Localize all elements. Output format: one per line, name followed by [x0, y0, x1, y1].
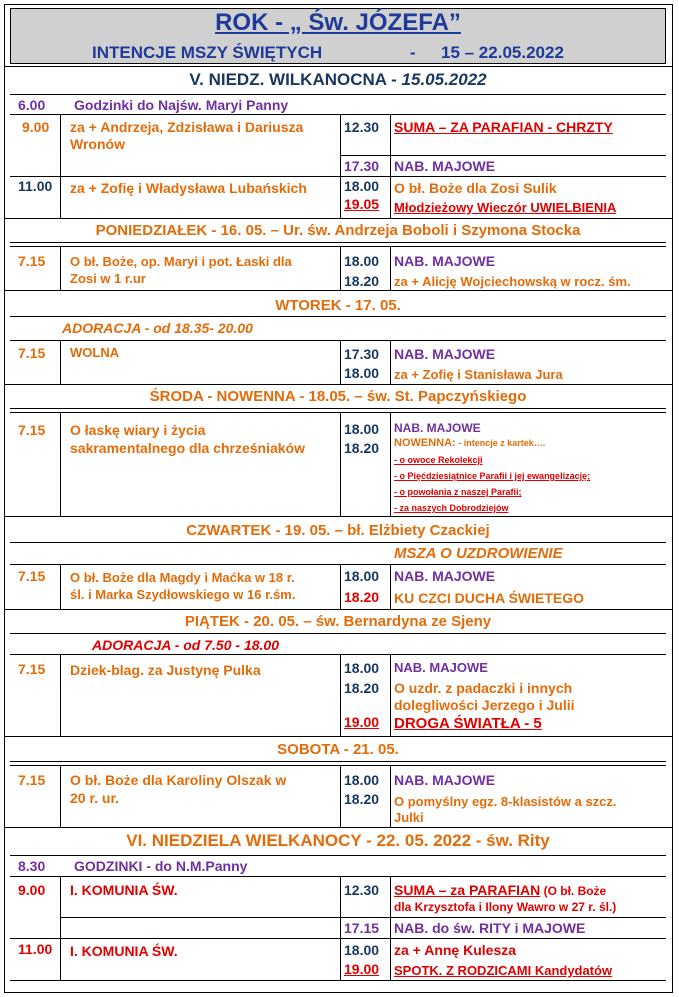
intention-text: O bł. Boże dla Zosi Sulik	[394, 180, 557, 196]
subtitle-dates: 15 – 22.05.2022	[441, 43, 564, 62]
time: 7.15	[18, 772, 46, 788]
intention-text: NAB. MAJOWE	[394, 421, 481, 435]
time: 12.30	[344, 882, 380, 898]
intention-text: NAB. MAJOWE	[394, 158, 496, 174]
time: 18.00	[344, 660, 380, 676]
intention-text: O bł. Boże, op. Maryi i pot. Łaski dla	[70, 254, 292, 269]
column-line	[390, 565, 391, 609]
novena-list-item: - o owoce Rekolekcji	[394, 455, 483, 465]
day-heading-sun2: VI. NIEDZIELA WIELKANOCY - 22. 05. 2022 - św. Rity	[126, 831, 550, 850]
column-line	[340, 766, 341, 827]
day-heading-sun1: V. NIEDZ. WILKANOCNA - 15.05.2022	[189, 70, 487, 89]
divider	[4, 384, 673, 385]
divider	[10, 340, 666, 341]
time: 18.00	[344, 253, 380, 269]
time: 18.00	[344, 568, 380, 584]
time: 19.00	[344, 714, 380, 730]
divider	[4, 66, 673, 67]
novena-line: NOWENNA: - intencje z kartek….	[394, 437, 546, 449]
divider	[10, 316, 666, 317]
intention-text: Wronów	[70, 136, 125, 152]
time: 18.00	[344, 365, 380, 381]
column-line	[390, 413, 391, 516]
divider	[10, 94, 666, 95]
intention-text: Zosi w 1 r.ur	[70, 271, 146, 286]
column-line	[390, 766, 391, 827]
time: 18.00	[344, 178, 380, 194]
time: 7.15	[18, 345, 46, 361]
novena-list-item: - o Pięćdziesiątnice Parafii i jej ewangelizację;	[394, 471, 591, 481]
column-line	[390, 655, 391, 736]
time: 17.15	[344, 920, 380, 936]
time: 7.15	[18, 422, 46, 438]
adoracja-note: ADORACJA - od 7.50 - 18.00	[92, 637, 279, 653]
intention-text: za + Zofię i Władysława Lubańskich	[70, 180, 307, 196]
intention-text: O bł. Boże dla Magdy i Maćka w 18 r.	[70, 570, 295, 585]
column-line	[60, 877, 61, 980]
day-heading-tue: WTOREK - 17. 05.	[275, 297, 401, 314]
novena-list-item: - za naszych Dobrodziejów	[394, 503, 509, 513]
divider	[10, 114, 666, 115]
column-line	[340, 341, 341, 384]
divider	[10, 761, 666, 762]
page-title: ROK - „ Św. JÓZEFA”	[215, 9, 461, 36]
time: 11.00	[18, 941, 53, 957]
divider	[4, 218, 673, 219]
intention-text: SPOTK. Z RODZICAMI Kandydatów	[394, 963, 613, 978]
intention-text: NAB. MAJOWE	[394, 253, 496, 269]
time: 6.00	[18, 97, 46, 113]
time: 11.00	[18, 178, 53, 194]
time: 8.30	[18, 858, 46, 874]
divider	[10, 242, 666, 243]
day-heading-fri: PIĄTEK - 20. 05. – św. Bernardyna ze Sjeny	[184, 613, 492, 630]
divider	[4, 516, 673, 517]
intention-text: NAB. MAJOWE	[394, 346, 496, 362]
divider	[10, 176, 666, 177]
divider	[10, 564, 666, 565]
column-line	[60, 115, 61, 218]
time: 17.30	[344, 346, 380, 362]
divider	[10, 408, 666, 409]
column-line	[340, 115, 341, 218]
time: 18.00	[344, 772, 380, 788]
time: 18.20	[344, 273, 380, 289]
divider	[10, 876, 666, 877]
time: 18.00	[344, 421, 380, 437]
divider	[10, 246, 666, 247]
intention-text: O uzdr. z padaczki i innych	[394, 680, 573, 696]
intention-text: śl. i Marka Szydłowskiego w 16 r.śm.	[70, 587, 296, 602]
intention-text: za + Andrzeja, Zdzisława i Dariusza	[70, 119, 304, 135]
intention-text: Młodzieżowy Wieczór UWIELBIENIA	[394, 200, 617, 215]
divider	[4, 290, 673, 291]
time: 7.15	[18, 568, 46, 584]
divider	[10, 654, 666, 655]
time: 7.15	[18, 253, 46, 269]
divider	[10, 412, 666, 413]
intention-text: 20 r. ur.	[70, 790, 120, 806]
day-heading-wed: ŚRODA - NOWENNA - 18.05. – św. St. Papczyńskiego	[149, 388, 527, 405]
intention-text: O bł. Boże dla Karoliny Olszak w	[70, 772, 287, 788]
subtitle-dash: -	[410, 43, 416, 62]
adoracja-note: ADORACJA - od 18.35- 20.00	[62, 320, 253, 336]
column-line	[340, 247, 341, 290]
intention-text: SUMA – za PARAFIAN (O bł. Boże	[394, 882, 607, 898]
intention-text: Julki	[394, 810, 424, 825]
intention-text: NAB. MAJOWE	[394, 660, 488, 675]
time: 18.20	[344, 791, 380, 807]
divider	[340, 155, 666, 156]
column-line	[60, 655, 61, 736]
column-line	[390, 341, 391, 384]
subtitle-left: INTENCJE MSZY ŚWIĘTYCH	[92, 43, 323, 62]
column-line	[340, 413, 341, 516]
godzinki-text: GODZINKI - do N.M.Panny	[74, 858, 248, 874]
intention-text: za + Annę Kulesza	[394, 942, 517, 958]
column-line	[340, 655, 341, 736]
intention-text: O łaskę wiary i życia	[70, 422, 206, 438]
divider	[4, 827, 673, 828]
time: 7.15	[18, 661, 46, 677]
divider	[10, 633, 666, 634]
divider	[10, 980, 666, 981]
intention-text: dolegliwości Jerzego i Julii	[394, 697, 575, 713]
intention-text: za + Alicję Wojciechowską w rocz. śm.	[394, 274, 631, 289]
time: 18.20	[344, 680, 380, 696]
intention-text: Dziek-blag. za Justynę Pulka	[70, 662, 261, 678]
divider	[60, 917, 666, 918]
intention-text: WOLNA	[70, 345, 120, 360]
divider	[10, 765, 666, 766]
time: 19.00	[344, 961, 380, 977]
godzinki-text: Godzinki do Najśw. Maryi Panny	[74, 97, 289, 113]
column-line	[340, 877, 341, 980]
column-line	[390, 877, 391, 980]
divider	[10, 855, 666, 856]
column-line	[340, 565, 341, 609]
special-mass-note: MSZA O UZDROWIENIE	[394, 545, 563, 562]
time: 9.00	[18, 882, 46, 898]
intention-text: NAB. MAJOWE	[394, 772, 496, 788]
intention-text: KU CZCI DUCHA ŚWIETEGO	[394, 590, 585, 606]
time: 9.00	[22, 119, 50, 135]
divider	[4, 736, 673, 737]
column-line	[60, 766, 61, 827]
intention-text: sakramentalnego dla chrześniaków	[70, 440, 305, 456]
time: 18.00	[344, 942, 380, 958]
column-line	[60, 341, 61, 384]
day-heading-sat: SOBOTA - 21. 05.	[277, 741, 399, 758]
column-line	[60, 247, 61, 290]
time: 12.30	[344, 119, 380, 135]
intention-text: O pomyślny egz. 8-klasistów a szcz.	[394, 794, 617, 809]
day-heading-thu: CZWARTEK - 19. 05. – bł. Elżbiety Czackiej	[186, 522, 490, 539]
intention-text: za + Zofię i Stanisława Jura	[394, 367, 563, 382]
intention-text: DROGA ŚWIATŁA - 5	[394, 715, 542, 732]
intention-text: I. KOMUNIA ŚW.	[70, 943, 178, 959]
column-line	[390, 247, 391, 290]
divider	[10, 542, 666, 543]
intention-text: SUMA – ZA PARAFIAN - CHRZTY	[394, 119, 613, 135]
column-line	[390, 115, 391, 218]
intention-text: dla Krzysztofa i Ilony Wawro w 27 r. śl.)	[394, 900, 617, 914]
time: 17.30	[344, 158, 380, 174]
day-heading-mon: PONIEDZIAŁEK - 16. 05. – Ur. św. Andrzeja Boboli i Szymona Stocka	[95, 222, 581, 239]
divider	[10, 938, 666, 939]
time: 18.20	[344, 589, 380, 605]
time: 19.05	[344, 196, 380, 212]
intention-text: I. KOMUNIA ŚW.	[70, 882, 178, 898]
column-line	[60, 413, 61, 516]
intention-text: NAB. do św. RITY i MAJOWE	[394, 920, 586, 936]
divider	[4, 609, 673, 610]
time: 18.20	[344, 440, 380, 456]
novena-list-item: - o powołania z naszej Parafii;	[394, 487, 522, 497]
column-line	[60, 565, 61, 609]
intention-text: NAB. MAJOWE	[394, 568, 496, 584]
